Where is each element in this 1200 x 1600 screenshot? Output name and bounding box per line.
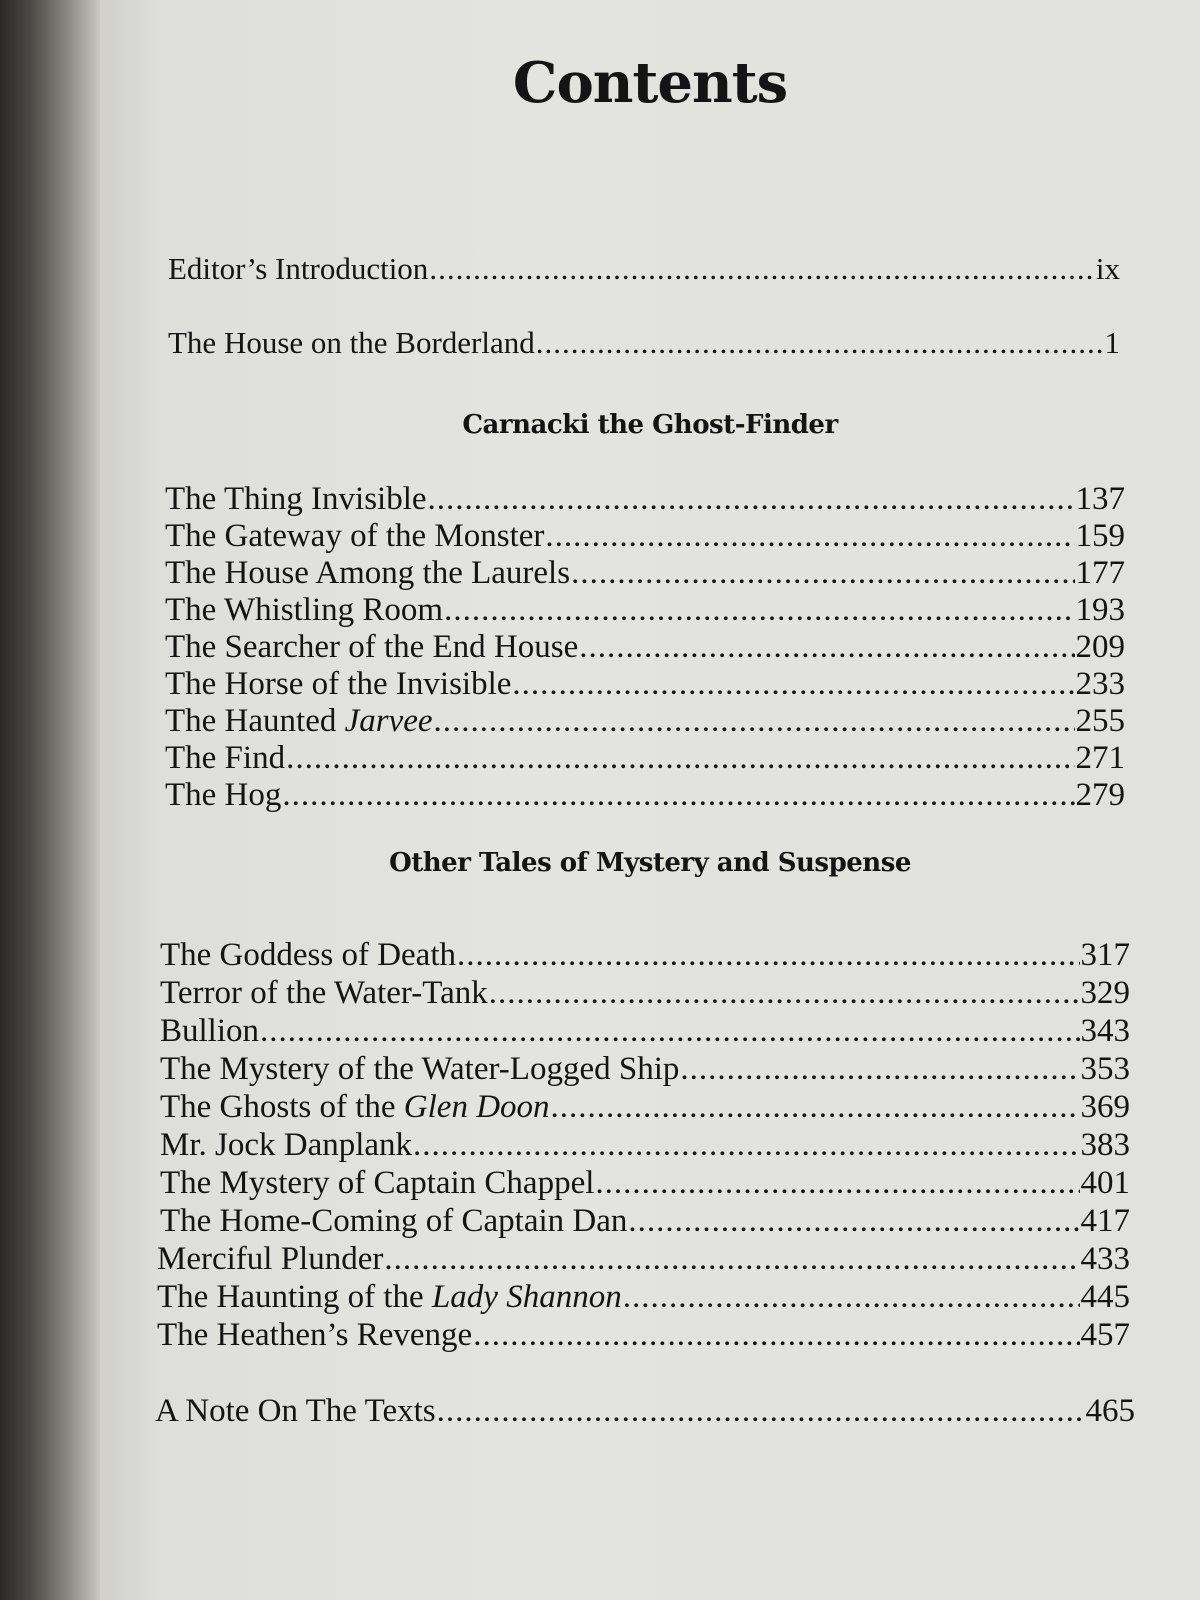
toc-entry-title: Bullion bbox=[160, 1013, 260, 1049]
toc-entry-title: The House Among the Laurels bbox=[165, 555, 571, 591]
toc-page-number: 401 bbox=[1080, 1165, 1130, 1201]
toc-entry bbox=[165, 554, 1125, 592]
toc-entry bbox=[160, 1126, 1130, 1164]
toc-page-number: 465 bbox=[1085, 1393, 1135, 1429]
dot-leader bbox=[282, 776, 1074, 814]
toc-page-number: 279 bbox=[1075, 777, 1125, 813]
toc-page-number: 369 bbox=[1080, 1089, 1130, 1125]
dot-leader bbox=[579, 628, 1074, 666]
toc-entry-note-on-the-texts bbox=[155, 1392, 1135, 1430]
dot-leader bbox=[260, 1012, 1079, 1050]
toc-page-number: 445 bbox=[1080, 1279, 1130, 1315]
toc-entry bbox=[160, 936, 1130, 974]
toc-entry bbox=[160, 1012, 1130, 1050]
dot-leader bbox=[286, 739, 1074, 777]
toc-entry-title: The Home-Coming of Captain Dan bbox=[160, 1203, 628, 1239]
toc-entry-title-italic: Jarvee bbox=[344, 703, 433, 739]
toc-entry-title: The Mystery of the Water-Logged Ship bbox=[160, 1051, 680, 1087]
toc-entry-title: The Gateway of the Monster bbox=[165, 518, 545, 554]
toc-entry-title: The Mystery of Captain Chappel bbox=[160, 1165, 595, 1201]
dot-leader bbox=[512, 665, 1074, 703]
toc-entry-title-italic: Glen Doon bbox=[403, 1089, 550, 1125]
toc-entry bbox=[165, 628, 1125, 666]
toc-page-number: 457 bbox=[1080, 1317, 1130, 1353]
toc-entry-title bbox=[157, 1278, 622, 1316]
toc-entry bbox=[165, 517, 1125, 555]
toc-entry-editors-introduction bbox=[168, 250, 1120, 288]
section-heading-other-tales: Other Tales of Mystery and Suspense bbox=[389, 848, 911, 878]
dot-leader bbox=[536, 324, 1104, 362]
toc-entry-title: The Whistling Room bbox=[165, 592, 444, 628]
dot-leader bbox=[444, 591, 1074, 629]
toc-entry bbox=[165, 591, 1125, 629]
toc-entry-title-plain: The Haunted bbox=[165, 703, 345, 739]
toc-entry-title: The Horse of the Invisible bbox=[165, 666, 512, 702]
toc-page-number: 1 bbox=[1104, 325, 1120, 360]
toc-entry bbox=[157, 1240, 1130, 1278]
toc-entry-title bbox=[165, 702, 433, 740]
toc-entry-title-plain: The Haunting of the bbox=[157, 1279, 432, 1315]
toc-page-number: 417 bbox=[1080, 1203, 1130, 1239]
toc-entry-title: The Searcher of the End House bbox=[165, 629, 579, 665]
dot-leader bbox=[413, 1126, 1079, 1164]
toc-entry bbox=[165, 665, 1125, 703]
toc-page-number: 193 bbox=[1075, 592, 1125, 628]
toc-page-number: 233 bbox=[1075, 666, 1125, 702]
dot-leader bbox=[571, 554, 1074, 592]
toc-page-number: 271 bbox=[1075, 740, 1125, 776]
toc-entry-title: The Hog bbox=[165, 777, 282, 813]
dot-leader bbox=[628, 1202, 1079, 1240]
toc-entry-title-plain: The Ghosts of the bbox=[160, 1089, 404, 1125]
page-title: Contents bbox=[512, 50, 788, 116]
dot-leader bbox=[473, 1316, 1079, 1354]
toc-entry bbox=[160, 1164, 1130, 1202]
toc-entry-house-on-the-borderland bbox=[168, 324, 1120, 362]
dot-leader bbox=[623, 1278, 1080, 1316]
toc-page-number: 255 bbox=[1075, 703, 1125, 739]
toc-page-number: 137 bbox=[1075, 481, 1125, 517]
toc-entry-title: Merciful Plunder bbox=[157, 1241, 384, 1277]
dot-leader bbox=[384, 1240, 1079, 1278]
toc-page-number: 317 bbox=[1080, 937, 1130, 973]
toc-entry bbox=[160, 974, 1130, 1012]
dot-leader bbox=[680, 1050, 1079, 1088]
toc-page-number: 177 bbox=[1075, 555, 1125, 591]
dot-leader bbox=[437, 1392, 1085, 1430]
toc-entry bbox=[157, 1316, 1130, 1354]
toc-entry bbox=[160, 1202, 1130, 1240]
toc-entry-title-italic: Lady Shannon bbox=[431, 1279, 622, 1315]
toc-page-number: 209 bbox=[1075, 629, 1125, 665]
toc-entry bbox=[157, 1278, 1130, 1316]
toc-entry-title: A Note On The Texts bbox=[155, 1393, 436, 1429]
toc-page-number: 383 bbox=[1080, 1127, 1130, 1163]
toc-entry bbox=[165, 702, 1125, 740]
dot-leader bbox=[429, 250, 1095, 288]
toc-entry-title: Terror of the Water-Tank bbox=[160, 975, 488, 1011]
toc-entry bbox=[165, 739, 1125, 777]
toc-page-number: 343 bbox=[1080, 1013, 1130, 1049]
toc-entry-title: Mr. Jock Danplank bbox=[160, 1127, 413, 1163]
dot-leader bbox=[489, 974, 1080, 1012]
dot-leader bbox=[434, 702, 1075, 740]
toc-entry-title bbox=[160, 1088, 550, 1126]
toc-entry bbox=[165, 776, 1125, 814]
toc-entry-title: Editor’s Introduction bbox=[168, 251, 429, 286]
section-heading-carnacki: Carnacki the Ghost-Finder bbox=[462, 410, 838, 440]
dot-leader bbox=[551, 1088, 1080, 1126]
toc-entry bbox=[160, 1050, 1130, 1088]
toc-entry-title: The Goddess of Death bbox=[160, 937, 457, 973]
toc-entry-title: The Thing Invisible bbox=[165, 481, 427, 517]
toc-entry bbox=[165, 480, 1125, 518]
dot-leader bbox=[595, 1164, 1079, 1202]
toc-page-number: ix bbox=[1095, 251, 1120, 286]
dot-leader bbox=[428, 480, 1075, 518]
toc-page-number: 433 bbox=[1080, 1241, 1130, 1277]
dot-leader bbox=[545, 517, 1074, 555]
toc-entry-title: The Find bbox=[165, 740, 286, 776]
dot-leader bbox=[457, 936, 1079, 974]
toc-entry-title: The Heathen’s Revenge bbox=[157, 1317, 473, 1353]
toc-page-number: 353 bbox=[1080, 1051, 1130, 1087]
toc-page-number: 329 bbox=[1080, 975, 1130, 1011]
toc-entry bbox=[160, 1088, 1130, 1126]
toc-entry-title: The House on the Borderland bbox=[168, 325, 535, 360]
toc-page-number: 159 bbox=[1075, 518, 1125, 554]
book-page bbox=[100, 0, 1200, 1600]
book-gutter-shadow bbox=[0, 0, 110, 1600]
